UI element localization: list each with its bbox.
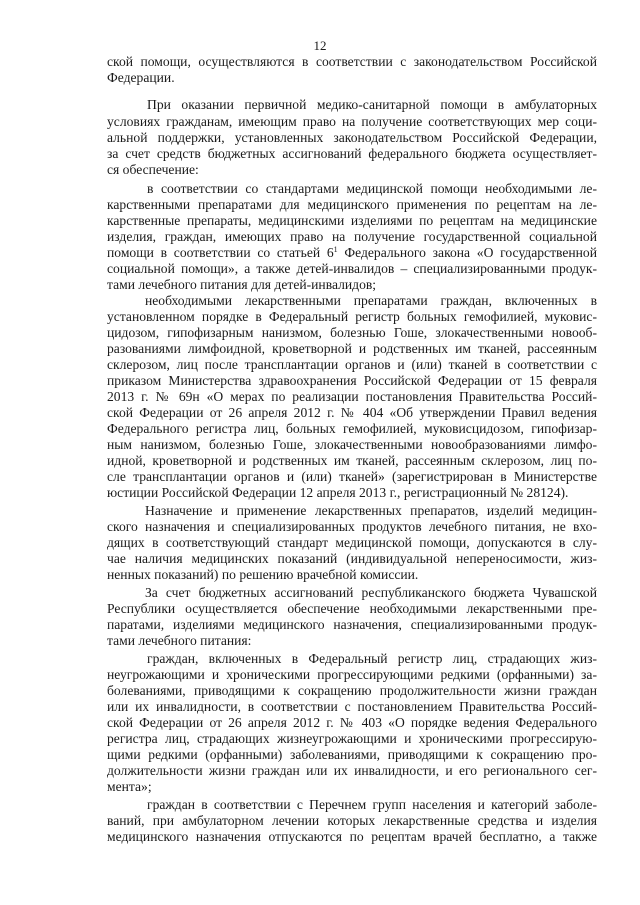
- text-line: тами лечебного питания:: [107, 633, 252, 648]
- text-line: сле трансплантации органов и (или) тканей» (зарегистрирован в Министерстве: [107, 469, 597, 484]
- text-line: тами лечебного питания для детей-инвалидов;: [107, 277, 377, 292]
- text-line: дящих в соответствующий стандарт медицинской помощи, допускаются в слу-: [107, 535, 597, 550]
- text-line: или их инвалидности, в соответствии с постановлением Правительства Россий-: [107, 699, 597, 714]
- text-line: ненных показаний) по решению врачебной комиссии.: [107, 567, 419, 582]
- text-line: ской Федерации от 26 апреля 2012 г. № 403 «О порядке ведения Федерального: [107, 715, 597, 730]
- text-line: Республики осуществляется обеспечение необходимыми лекарственными пре-: [107, 601, 597, 616]
- paragraph-first-line: Назначение и применение лекарственных препаратов, изделий медицин-: [145, 503, 597, 518]
- text-line: медицинского назначения отпускаются по рецептам врачей бесплатно, а также: [107, 829, 597, 844]
- text-line: идной, кроветворной и родственных им тканей, рассеянным склерозом, лиц по-: [107, 453, 597, 468]
- text-line: социальной помощи», а также детей-инвалидов – специализированными продук-: [107, 261, 597, 276]
- text-segment: помощи в соответствии со статьей 6: [107, 245, 334, 260]
- text-line: карственными препаратами для медицинского применения по рецептам на ле-: [107, 197, 597, 212]
- paragraph-first-line: в соответствии со стандартами медицинской помощи необходимыми ле-: [147, 181, 597, 196]
- text-line: условиях гражданам, имеющим право на получение соответствующих мер соци-: [107, 114, 597, 129]
- text-line: карственные препараты, медицинскими изделиями по рецептам на медицинские: [107, 213, 597, 228]
- text-line: Федерации.: [107, 70, 175, 85]
- paragraph-first-line: При оказании первичной медико-санитарной помощи в амбулаторных: [147, 97, 597, 112]
- text-line: [107, 245, 597, 261]
- text-line: ского назначения и специализированных продуктов лечебного питания, не вхо-: [107, 519, 597, 534]
- text-line: ской помощи, осуществляются в соответствии с законодательством Российской: [107, 54, 597, 69]
- paragraph-first-line: За счет бюджетных ассигнований республиканского бюджета Чувашской: [145, 585, 597, 600]
- text-line: чае наличия медицинских показаний (индивидуальной непереносимости, жиз-: [107, 551, 597, 566]
- text-line: юстиции Российской Федерации 12 апреля 2013 г., регистрационный № 28124).: [107, 485, 569, 500]
- text-line: альной поддержки, установленных законодательством Российской Федерации,: [107, 130, 597, 145]
- text-line: цидозом, гипофизарным нанизмом, болезнью Гоше, злокачественными новооб-: [107, 325, 597, 340]
- text-line: ваний, при амбулаторном лечении которых лекарственные средства и изделия: [107, 813, 597, 828]
- text-line: мента»;: [107, 779, 152, 794]
- text-line: регистра лиц, страдающих жизнеугрожающими и хроническими прогрессирую-: [107, 731, 597, 746]
- text-line: за счет средств бюджетных ассигнований федерального бюджета осуществляет-: [107, 146, 597, 161]
- text-line: щими редкими (орфанными) заболеваниями, приводящими к сокращению про-: [107, 747, 597, 762]
- page-number: 12: [313, 38, 327, 53]
- paragraph-first-line: граждан, включенных в Федеральный регистр лиц, страдающих жиз-: [147, 651, 597, 666]
- paragraph-first-line: необходимыми лекарственными препаратами граждан, включенных в: [145, 293, 597, 308]
- superscript: 1: [333, 245, 338, 254]
- text-line: разованиями лимфоидной, кроветворной и родственных им тканей, рассеянным: [107, 341, 597, 356]
- text-line: 2013 г. № 69н «О мерах по реализации постановления Правительства Россий-: [107, 389, 597, 404]
- paragraph-first-line: граждан в соответствии с Перечнем групп населения и категорий заболе-: [147, 797, 597, 812]
- text-line: приказом Министерства здравоохранения Российской Федерации от 15 февраля: [107, 373, 597, 388]
- text-line: ся обеспечение:: [107, 162, 199, 177]
- text-line: установленном порядке в Федеральный регистр больных гемофилией, муковис-: [107, 309, 597, 324]
- text-line: склерозом, лиц после трансплантации органов и (или) тканей в соответствии с: [107, 357, 597, 372]
- text-line: изделия, граждан, имеющих право на получение государственной социальной: [107, 229, 597, 244]
- text-line: Федерального регистра лиц, больных гемофилией, муковисцидозом, гипофизар-: [107, 421, 597, 436]
- text-line: неугрожающими и хроническими прогрессирующими редкими (орфанными) за-: [107, 667, 597, 682]
- text-line: болеваниями, приводящими к сокращению продолжительности жизни граждан: [107, 683, 597, 698]
- text-line: ской Федерации от 26 апреля 2012 г. № 404 «Об утверждении Правил ведения: [107, 405, 597, 420]
- text-line: ным нанизмом, болезнью Гоше, злокачественными новообразованиями лимфо-: [107, 437, 597, 452]
- text-line: должительности жизни граждан или их инвалидности, и его регионального сег-: [107, 763, 597, 778]
- text-line: паратами, изделиями медицинского назначения, специализированными продук-: [107, 617, 597, 632]
- text-segment: Федерального закона «О государственной: [337, 245, 598, 260]
